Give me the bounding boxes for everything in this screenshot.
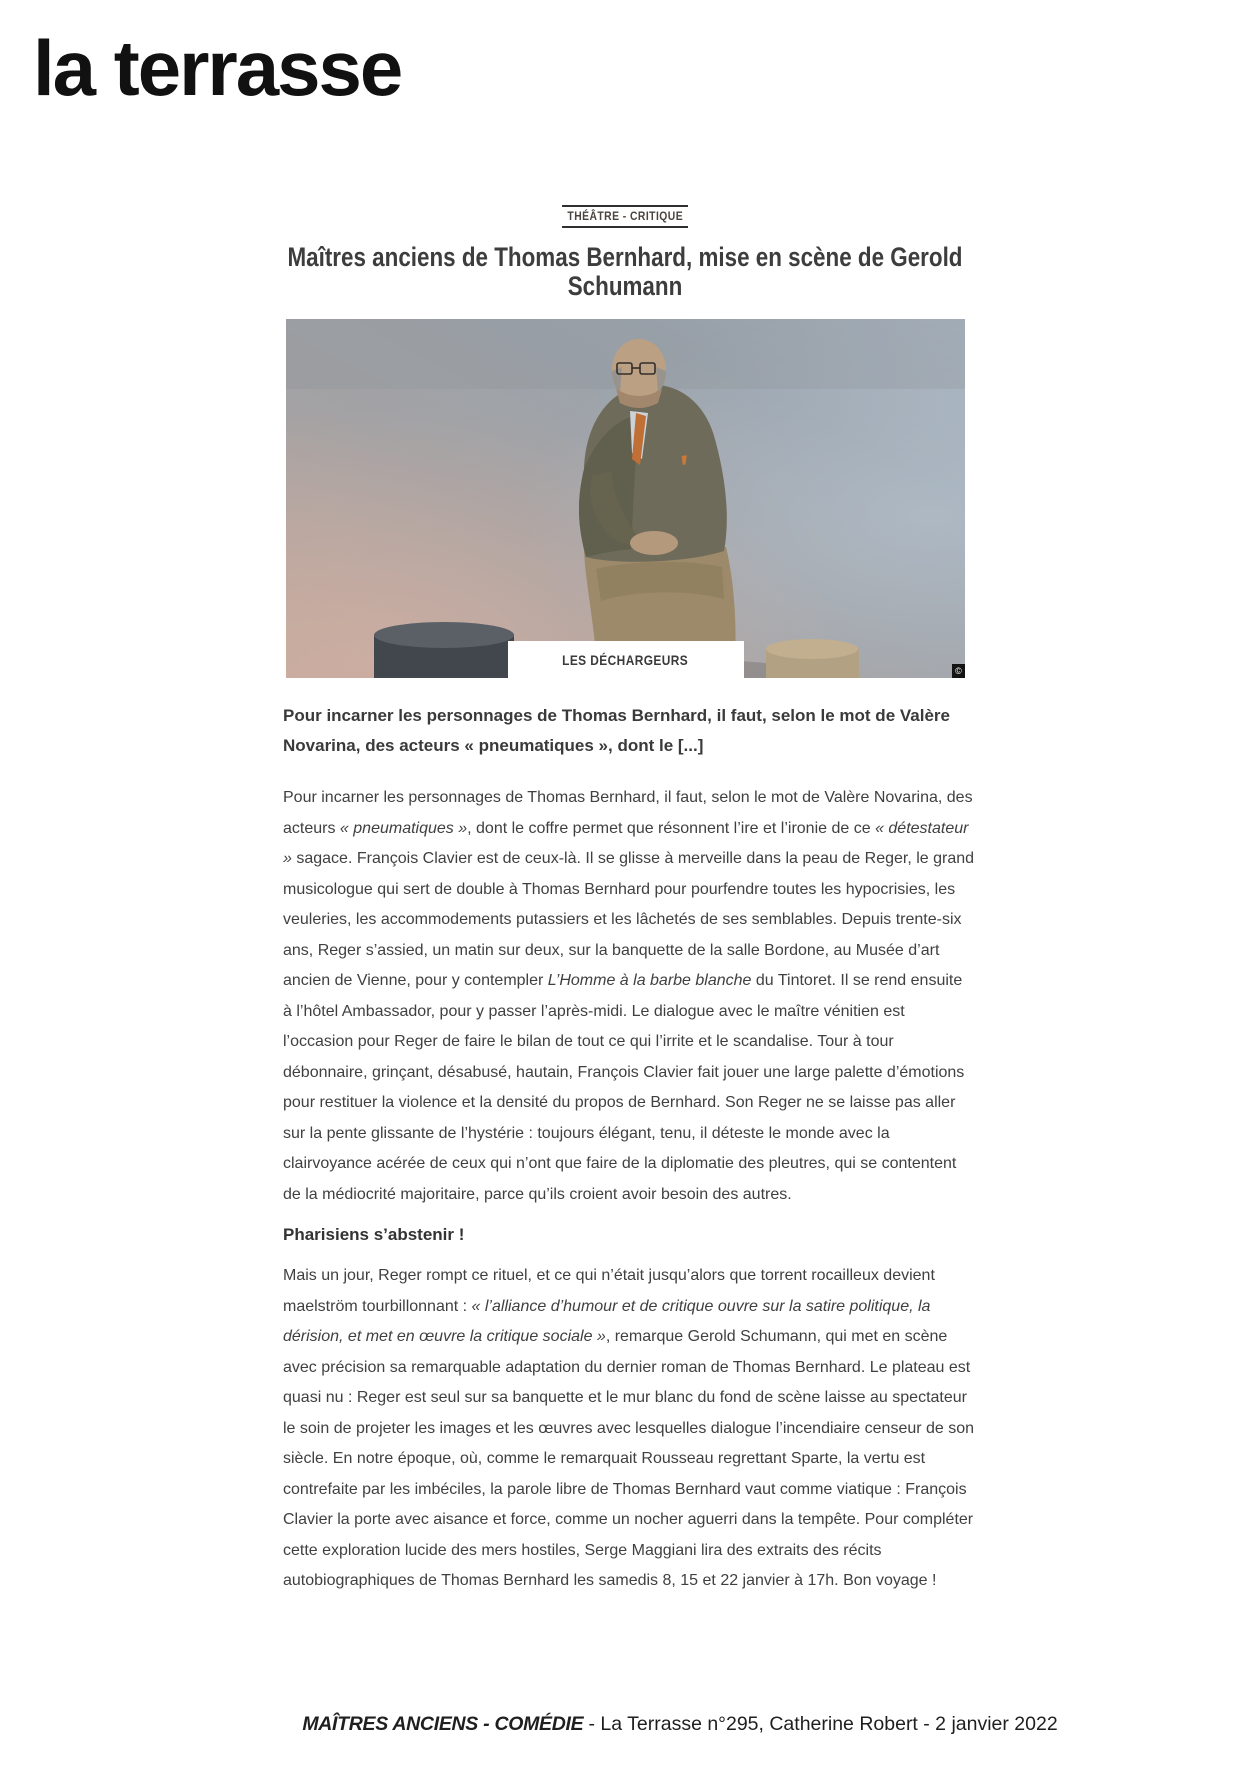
page-title-line-2: Schumann	[567, 271, 683, 301]
section-subheading: Pharisiens s’abstenir !	[283, 1225, 465, 1244]
article-footer	[0, 1710, 1250, 1738]
copyright-icon: ©	[952, 664, 965, 678]
photo-caption	[508, 641, 744, 678]
article-paragraph-1: Pour incarner les personnages de Thomas Bernhard, il faut, selon le mot de Valère Novarina, des acteurs « pneumatiques », dont le coffre permet que résonnent l’ire et l’ironie de ce « détestateur » sagace. François Clavier est de ceux-là. Il se glisse à merveille dans la peau de Reger, le grand musicologue qui sert de double à Thomas Bernhard pour pourfendre toutes les hypocrisies, les veuleries, les accommodements putassiers et les lâchetés de ses semblables. Depuis trente-six ans, Reger s’assied, un matin sur deux, sur la banquette de la salle Bordone, au Musée d’art ancien de Vienne, pour y contempler L’Homme à la barbe blanche du Tintoret. Il se rend ensuite à l’hôtel Ambassador, pour y passer l’après-midi. Le dialogue avec le maître vénitien est l’occasion pour Reger de faire le bilan de tout ce qui l’irrite et le scandalise. Tour à tour débonnaire, grinçant, désabusé, hautain, François Clavier fait jouer une large palette d’émotions pour restituer la violence et la densité du propos de Bernhard. Son Reger ne se laisse pas aller sur la pente glissante de l’hystérie : toujours élégant, tenu, il déteste le monde avec la clairvoyance acérée de ceux qui n’ont que faire de la diplomatie des pleutres, qui se contentent de la médiocrité majoritaire, parce qu’ils croient avoir besoin des autres.	[283, 789, 975, 1203]
page-title-line-1: Maîtres anciens de Thomas Bernhard, mise en scène de Gerold	[287, 242, 963, 272]
category-tag[interactable]: THÉÂTRE - CRITIQUE	[562, 205, 688, 228]
photo-caption-label: LES DÉCHARGEURS	[562, 651, 689, 668]
article-lead: Pour incarner les personnages de Thomas Bernhard, il faut, selon le mot de Valère Novarina, des acteurs « pneumatiques », dont le [...]	[283, 706, 950, 755]
article-body	[283, 701, 975, 1610]
article-photo	[286, 319, 965, 678]
footer-reference: MAÎTRES ANCIENS - COMÉDIE - La Terrasse n°295, Catherine Robert - 2 janvier 2022	[302, 1713, 1058, 1735]
photo-illustration	[286, 319, 965, 678]
page-title	[0, 243, 1250, 301]
site-logo[interactable]: la terrasse	[33, 24, 402, 112]
article-paragraph-2: Mais un jour, Reger rompt ce rituel, et ce qui n’était jusqu’alors que torrent rocailleux devient maelström tourbillonnant : « l’alliance d’humour et de critique ouvre sur la satire politique, la dérision, et met en œuvre la critique sociale », remarque Gerold Schumann, qui met en scène avec précision sa remarquable adaptation du dernier roman de Thomas Bernhard. Le plateau est quasi nu : Reger est seul sur sa banquette et le mur blanc du fond de scène laisse au spectateur le soin de projeter les images et les œuvres avec lesquelles dialogue l’incendiaire censeur de son siècle. En notre époque, où, comme le remarquait Rousseau regrettant Sparte, la vertu est contrefaite par les imbéciles, la parole libre de Thomas Bernhard vaut comme viatique : François Clavier la porte avec aisance et force, comme un nocher aguerri dans la tempête. Pour compléter cette exploration lucide des mers hostiles, Serge Maggiani lira des extraits des récits autobiographiques de Thomas Bernhard les samedis 8, 15 et 22 janvier à 17h. Bon voyage !	[283, 1267, 975, 1589]
category-tag-row	[0, 205, 1250, 228]
